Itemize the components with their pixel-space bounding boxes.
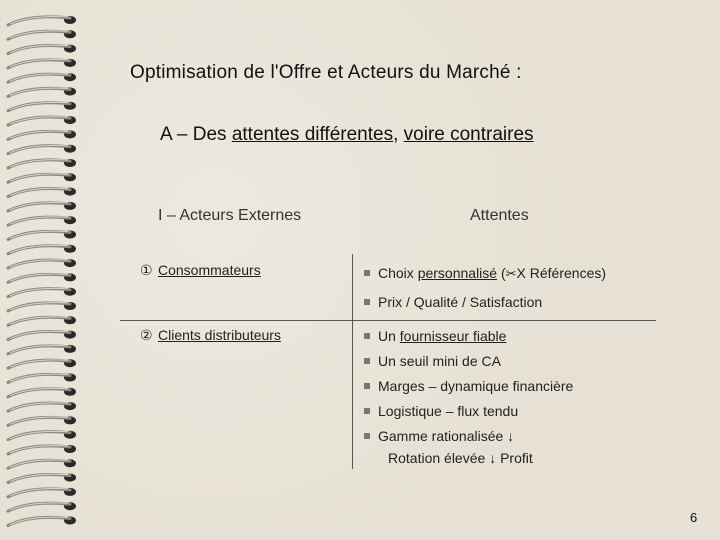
binding-ring [8, 102, 76, 111]
list-item: Prix / Qualité / Satisfaction [364, 294, 542, 310]
binding-ring [8, 45, 76, 54]
subtitle-part2: voire contraires [403, 124, 534, 145]
binding-ring [8, 245, 76, 254]
list-item-continuation: Rotation élevée ↓ Profit [388, 450, 533, 466]
list-item: Marges – dynamique financière [364, 378, 573, 394]
circled-two-icon: ② [140, 327, 153, 343]
list-item: Un seuil mini de CA [364, 353, 501, 369]
binding-ring [8, 316, 76, 325]
vertical-divider [352, 254, 353, 469]
slide-title: Optimisation de l'Offre et Acteurs du Marché : [130, 62, 522, 83]
binding-ring [8, 488, 76, 497]
binding-ring [8, 388, 76, 397]
binding-ring [8, 288, 76, 297]
binding-ring [8, 59, 76, 68]
arrow-down-icon: ↓ [507, 428, 515, 444]
column-header-expectations: Attentes [470, 207, 529, 224]
binding-ring [8, 30, 76, 39]
binding-ring [8, 259, 76, 268]
binding-ring [8, 474, 76, 483]
binding-ring [8, 159, 76, 168]
list-item: Gamme rationalisée ↓ [364, 428, 514, 444]
binding-ring [8, 359, 76, 368]
list-item: Un fournisseur fiable [364, 328, 506, 344]
binding-ring [8, 345, 76, 354]
circled-one-icon: ① [140, 262, 153, 278]
page-number: 6 [690, 510, 698, 525]
list-item: Logistique – flux tendu [364, 403, 518, 419]
square-bullet-icon [364, 383, 370, 389]
square-bullet-icon [364, 408, 370, 414]
binding-ring [8, 502, 76, 511]
square-bullet-icon [364, 270, 370, 276]
binding-ring [8, 374, 76, 383]
binding-ring [8, 517, 76, 526]
binding-ring [8, 116, 76, 125]
subtitle-part1: attentes différentes [231, 124, 394, 145]
arrow-down-icon: ↓ [489, 450, 497, 466]
binding-ring [8, 202, 76, 211]
binding-ring [8, 130, 76, 139]
list-item: Choix personnalisé (✂X Références) [364, 265, 606, 282]
binding-ring [8, 416, 76, 425]
binding-ring [8, 188, 76, 197]
binding-ring [8, 16, 76, 25]
binding-ring [8, 231, 76, 240]
binding-ring [8, 402, 76, 411]
binding-ring [8, 445, 76, 454]
square-bullet-icon [364, 358, 370, 364]
binding-ring [8, 173, 76, 182]
actor-label: Consommateurs [158, 262, 261, 278]
spiral-binding [0, 0, 90, 540]
binding-ring [8, 331, 76, 340]
subtitle-sep: , [393, 124, 404, 145]
binding-ring [8, 431, 76, 440]
scissors-icon: ✂ [505, 266, 517, 281]
binding-ring [8, 216, 76, 225]
horizontal-divider [120, 320, 656, 321]
binding-ring [8, 459, 76, 468]
column-header-actors: I – Acteurs Externes [158, 207, 302, 224]
slide-subtitle [160, 124, 680, 146]
actor-distributors [140, 327, 281, 344]
actor-label: Clients distributeurs [158, 327, 281, 343]
binding-ring [8, 273, 76, 282]
subtitle-prefix: A – Des [160, 124, 232, 145]
square-bullet-icon [364, 299, 370, 305]
actor-consumers [140, 262, 261, 279]
square-bullet-icon [364, 433, 370, 439]
binding-ring [8, 88, 76, 97]
binding-ring [8, 302, 76, 311]
square-bullet-icon [364, 333, 370, 339]
binding-ring [8, 145, 76, 154]
binding-ring [8, 73, 76, 82]
